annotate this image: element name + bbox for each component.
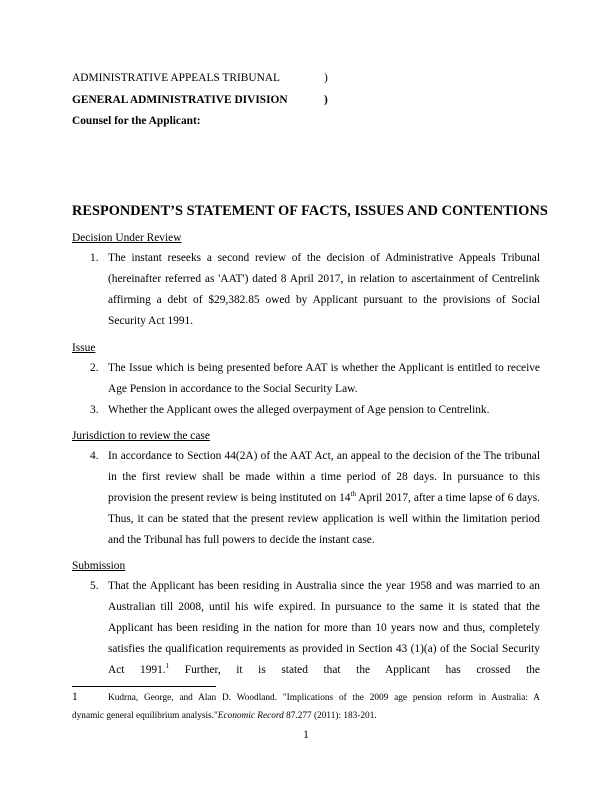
list-item: [72, 400, 540, 421]
item-text: [108, 576, 540, 681]
header-paren-1: ): [324, 72, 328, 84]
section-heading-jurisdiction: Jurisdiction to review the case: [72, 430, 210, 442]
division-name: GENERAL ADMINISTRATIVE DIVISION: [72, 94, 288, 106]
footnote-reference[interactable]: 1: [165, 662, 170, 671]
footnote-journal: Economic Record: [217, 711, 284, 721]
document-title: RESPONDENT’S STATEMENT OF FACTS, ISSUES AND CONTENTIONS: [72, 203, 548, 219]
counsel-label: Counsel for the Applicant:: [72, 115, 201, 127]
item-text: The Issue which is being presented before AAT is whether the Applicant is entitled to receive Age Pension in accordance to the Social Security Law.: [108, 362, 540, 395]
item-number: 4.: [90, 450, 99, 462]
superscript-ordinal: th: [350, 490, 356, 499]
item-text-part: April 2017, after a time lapse of 6 days. Thus, it can be stated that the present review application is well within the limitation period and the Tribunal has full powers to decide the instant case.: [108, 492, 540, 546]
item-number: 5.: [90, 580, 99, 592]
footnote-line-1: [72, 688, 540, 707]
item-text-part: In accordance to Section 44(2A) of the AAT Act, an appeal to the decision of the The tribunal in the first review shall be made within a time period of 28 days. In pursuance to this provision the present review is being instituted on 14: [108, 450, 540, 504]
footnote-line-2: [72, 711, 377, 721]
footnote-text: dynamic general equilibrium analysis.": [72, 711, 218, 721]
item-text: [108, 446, 540, 551]
list-item: [72, 446, 540, 551]
page-number: 1: [303, 729, 309, 741]
header-paren-2: ): [324, 94, 328, 106]
list-item: [72, 576, 540, 681]
item-number: 3.: [90, 404, 99, 416]
item-number: 2.: [90, 362, 99, 374]
footnote-separator: [72, 686, 216, 687]
item-number: 1.: [90, 252, 99, 264]
footnote-text: Kudrna, George, and Alan D. Woodland. "Implications of the 2009 age pension reform in Australia: A: [108, 693, 540, 703]
item-text: Whether the Applicant owes the alleged overpayment of Age pension to Centrelink.: [108, 404, 490, 416]
list-item: [72, 358, 540, 400]
footnote-text: 87.277 (2011): 183-201.: [283, 711, 377, 721]
footnote: [72, 688, 540, 725]
section-heading-issue: Issue: [72, 342, 96, 354]
item-text-part: Further, it is stated that the Applicant has crossed the: [169, 664, 540, 676]
tribunal-name: ADMINISTRATIVE APPEALS TRIBUNAL: [72, 72, 280, 84]
item-text: The instant reseeks a second review of the decision of Administrative Appeals Tribunal (hereinafter referred as 'AAT') dated 8 April 2017, in relation to ascertainment of Centrelink affirming a debt of $29,382.85 owed by Applicant pursuant to the provisions of Social Security Act 1991.: [108, 252, 540, 327]
footnote-number: 1: [72, 691, 78, 703]
list-item: [72, 248, 540, 332]
section-heading-submission: Submission: [72, 560, 126, 572]
item-text-part: That the Applicant has been residing in Australia since the year 1958 and was married to an Australian till 2008, until his wife expired. In pursuance to the same it is stated that the Applicant has been residing in the nation for more than 10 years now and thus, completely satisfies the qualification requirements as provided in Section 43 (1)(a) of the Social Security Act 1991.: [108, 580, 540, 676]
section-heading-decision: Decision Under Review: [72, 232, 182, 244]
